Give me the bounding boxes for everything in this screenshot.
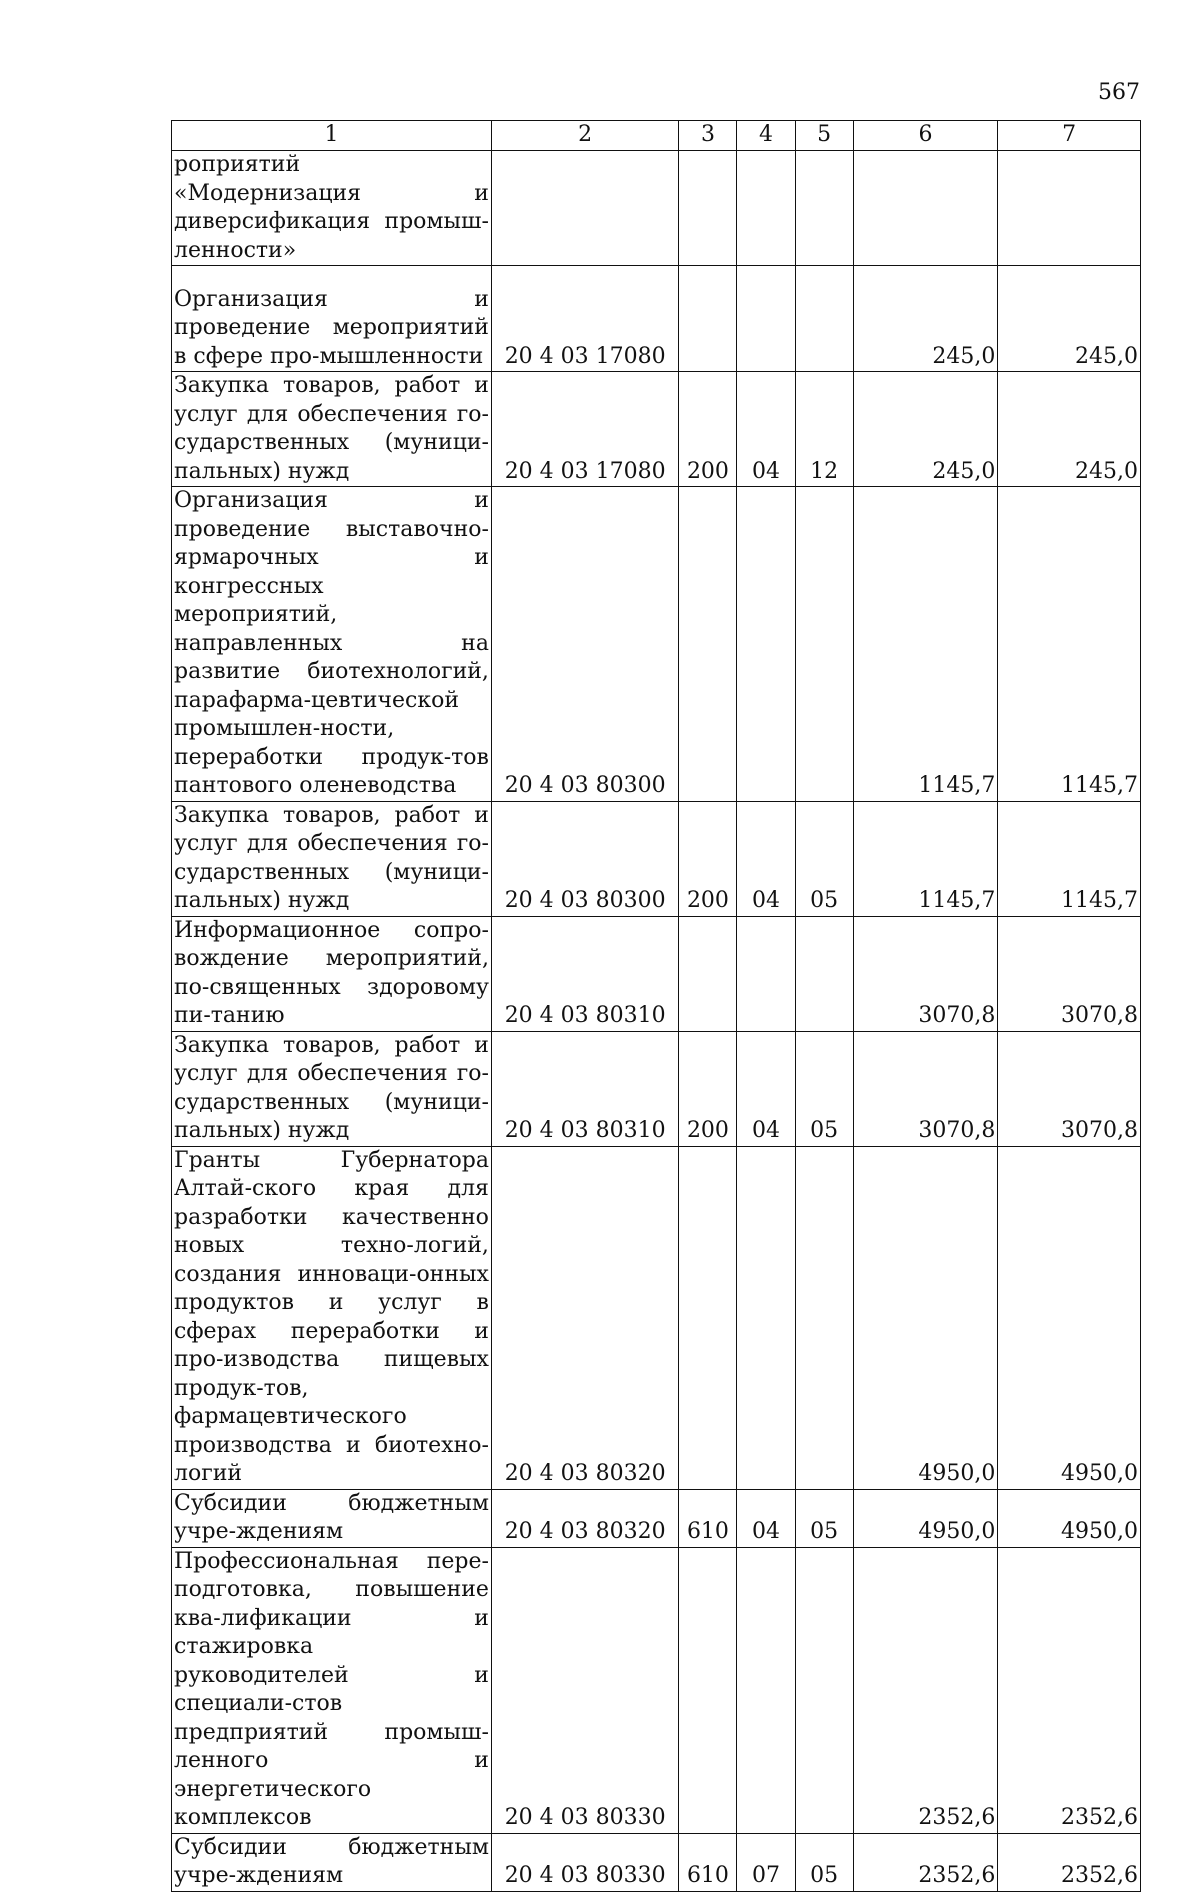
subsection-code-cell [795,487,853,802]
expense-name-cell: Информационное сопро-вождение мероприятий, по-священных здоровому пи-танию [172,916,492,1031]
table-row [172,1833,1141,1891]
column-number-7: 7 [998,121,1141,151]
expense-name-cell: Организация и проведение выставочно-ярмарочных и конгрессных мероприятий, направленных на развитие биотехнологий, парафарма-цевтической промышлен-ности, переработки продук-тов пантового оленеводства [172,487,492,802]
subsection-code-cell [795,151,853,266]
expense-name-cell: Профессиональная пере-подготовка, повышение ква-лификации и стажировка руководителей и специали-стов предприятий промыш-ленного и энергетического комплексов [172,1547,492,1833]
expense-type-cell [679,487,737,802]
amount-year-2-cell: 2352,6 [998,1833,1141,1891]
budget-table [171,120,1141,1892]
amount-year-1-cell: 4950,0 [853,1489,998,1547]
subsection-code-cell: 12 [795,372,853,487]
section-code-cell [737,266,795,372]
expense-name-cell: Субсидии бюджетным учре-ждениям [172,1489,492,1547]
subsection-code-cell: 05 [795,1489,853,1547]
amount-year-2-cell: 4950,0 [998,1146,1141,1489]
column-number-4: 4 [737,121,795,151]
subsection-code-cell [795,1146,853,1489]
column-number-2: 2 [491,121,678,151]
expense-type-cell [679,1547,737,1833]
subsection-code-cell: 05 [795,1031,853,1146]
table-row [172,1031,1141,1146]
column-number-1: 1 [172,121,492,151]
section-code-cell: 04 [737,372,795,487]
amount-year-2-cell: 3070,8 [998,916,1141,1031]
table-row [172,487,1141,802]
expense-type-cell: 610 [679,1489,737,1547]
amount-year-1-cell [853,151,998,266]
table-header-row [172,121,1141,151]
amount-year-1-cell: 245,0 [853,372,998,487]
section-code-cell: 04 [737,1031,795,1146]
expense-name-cell: Закупка товаров, работ и услуг для обеспечения го-сударственных (муници-пальных) нужд [172,801,492,916]
section-code-cell [737,1146,795,1489]
target-article-code-cell: 20 4 03 80300 [491,487,678,802]
expense-name-cell: Закупка товаров, работ и услуг для обеспечения го-сударственных (муници-пальных) нужд [172,1031,492,1146]
amount-year-2-cell: 2352,6 [998,1547,1141,1833]
target-article-code-cell: 20 4 03 80310 [491,916,678,1031]
target-article-code-cell: 20 4 03 17080 [491,372,678,487]
expense-name-cell: Субсидии бюджетным учре-ждениям [172,1833,492,1891]
expense-name-cell: Гранты Губернатора Алтай-ского края для разработки качественно новых техно-логий, создания инноваци-онных продуктов и услуг в сферах переработки и про-изводства пищевых продук-тов, фармацевтического производства и биотехно-логий [172,1146,492,1489]
amount-year-2-cell: 245,0 [998,372,1141,487]
amount-year-2-cell [998,151,1141,266]
amount-year-1-cell: 2352,6 [853,1547,998,1833]
target-article-code-cell: 20 4 03 17080 [491,266,678,372]
target-article-code-cell: 20 4 03 80320 [491,1489,678,1547]
subsection-code-cell: 05 [795,801,853,916]
expense-type-cell: 200 [679,372,737,487]
section-code-cell [737,1547,795,1833]
table-row [172,151,1141,266]
table-row [172,372,1141,487]
column-number-3: 3 [679,121,737,151]
target-article-code-cell: 20 4 03 80310 [491,1031,678,1146]
amount-year-1-cell: 1145,7 [853,487,998,802]
table-row [172,266,1141,372]
expense-type-cell [679,1146,737,1489]
subsection-code-cell: 05 [795,1833,853,1891]
amount-year-1-cell: 1145,7 [853,801,998,916]
expense-name-cell: Закупка товаров, работ и услуг для обеспечения го-сударственных (муници-пальных) нужд [172,372,492,487]
page-number: 567 [1098,80,1140,105]
expense-type-cell: 200 [679,1031,737,1146]
column-number-5: 5 [795,121,853,151]
expense-type-cell [679,916,737,1031]
amount-year-2-cell: 1145,7 [998,487,1141,802]
amount-year-2-cell: 3070,8 [998,1031,1141,1146]
amount-year-1-cell: 2352,6 [853,1833,998,1891]
amount-year-1-cell: 4950,0 [853,1146,998,1489]
column-number-6: 6 [853,121,998,151]
table-row [172,801,1141,916]
target-article-code-cell [491,151,678,266]
expense-type-cell: 610 [679,1833,737,1891]
target-article-code-cell: 20 4 03 80300 [491,801,678,916]
amount-year-2-cell: 245,0 [998,266,1141,372]
target-article-code-cell: 20 4 03 80320 [491,1146,678,1489]
expense-name-cell: роприятий «Модернизация и диверсификация промыш-ленности» [172,151,492,266]
subsection-code-cell [795,916,853,1031]
expense-type-cell: 200 [679,801,737,916]
expense-type-cell [679,151,737,266]
amount-year-2-cell: 4950,0 [998,1489,1141,1547]
expense-type-cell [679,266,737,372]
subsection-code-cell [795,266,853,372]
table-row [172,1547,1141,1833]
table-row [172,1146,1141,1489]
amount-year-1-cell: 245,0 [853,266,998,372]
table-row [172,1489,1141,1547]
amount-year-1-cell: 3070,8 [853,1031,998,1146]
section-code-cell: 07 [737,1833,795,1891]
target-article-code-cell: 20 4 03 80330 [491,1547,678,1833]
table-row [172,916,1141,1031]
amount-year-2-cell: 1145,7 [998,801,1141,916]
section-code-cell [737,916,795,1031]
section-code-cell [737,487,795,802]
subsection-code-cell [795,1547,853,1833]
section-code-cell: 04 [737,1489,795,1547]
section-code-cell [737,151,795,266]
section-code-cell: 04 [737,801,795,916]
expense-name-cell: Организация и проведение мероприятий в сфере про-мышленности [172,266,492,372]
amount-year-1-cell: 3070,8 [853,916,998,1031]
target-article-code-cell: 20 4 03 80330 [491,1833,678,1891]
